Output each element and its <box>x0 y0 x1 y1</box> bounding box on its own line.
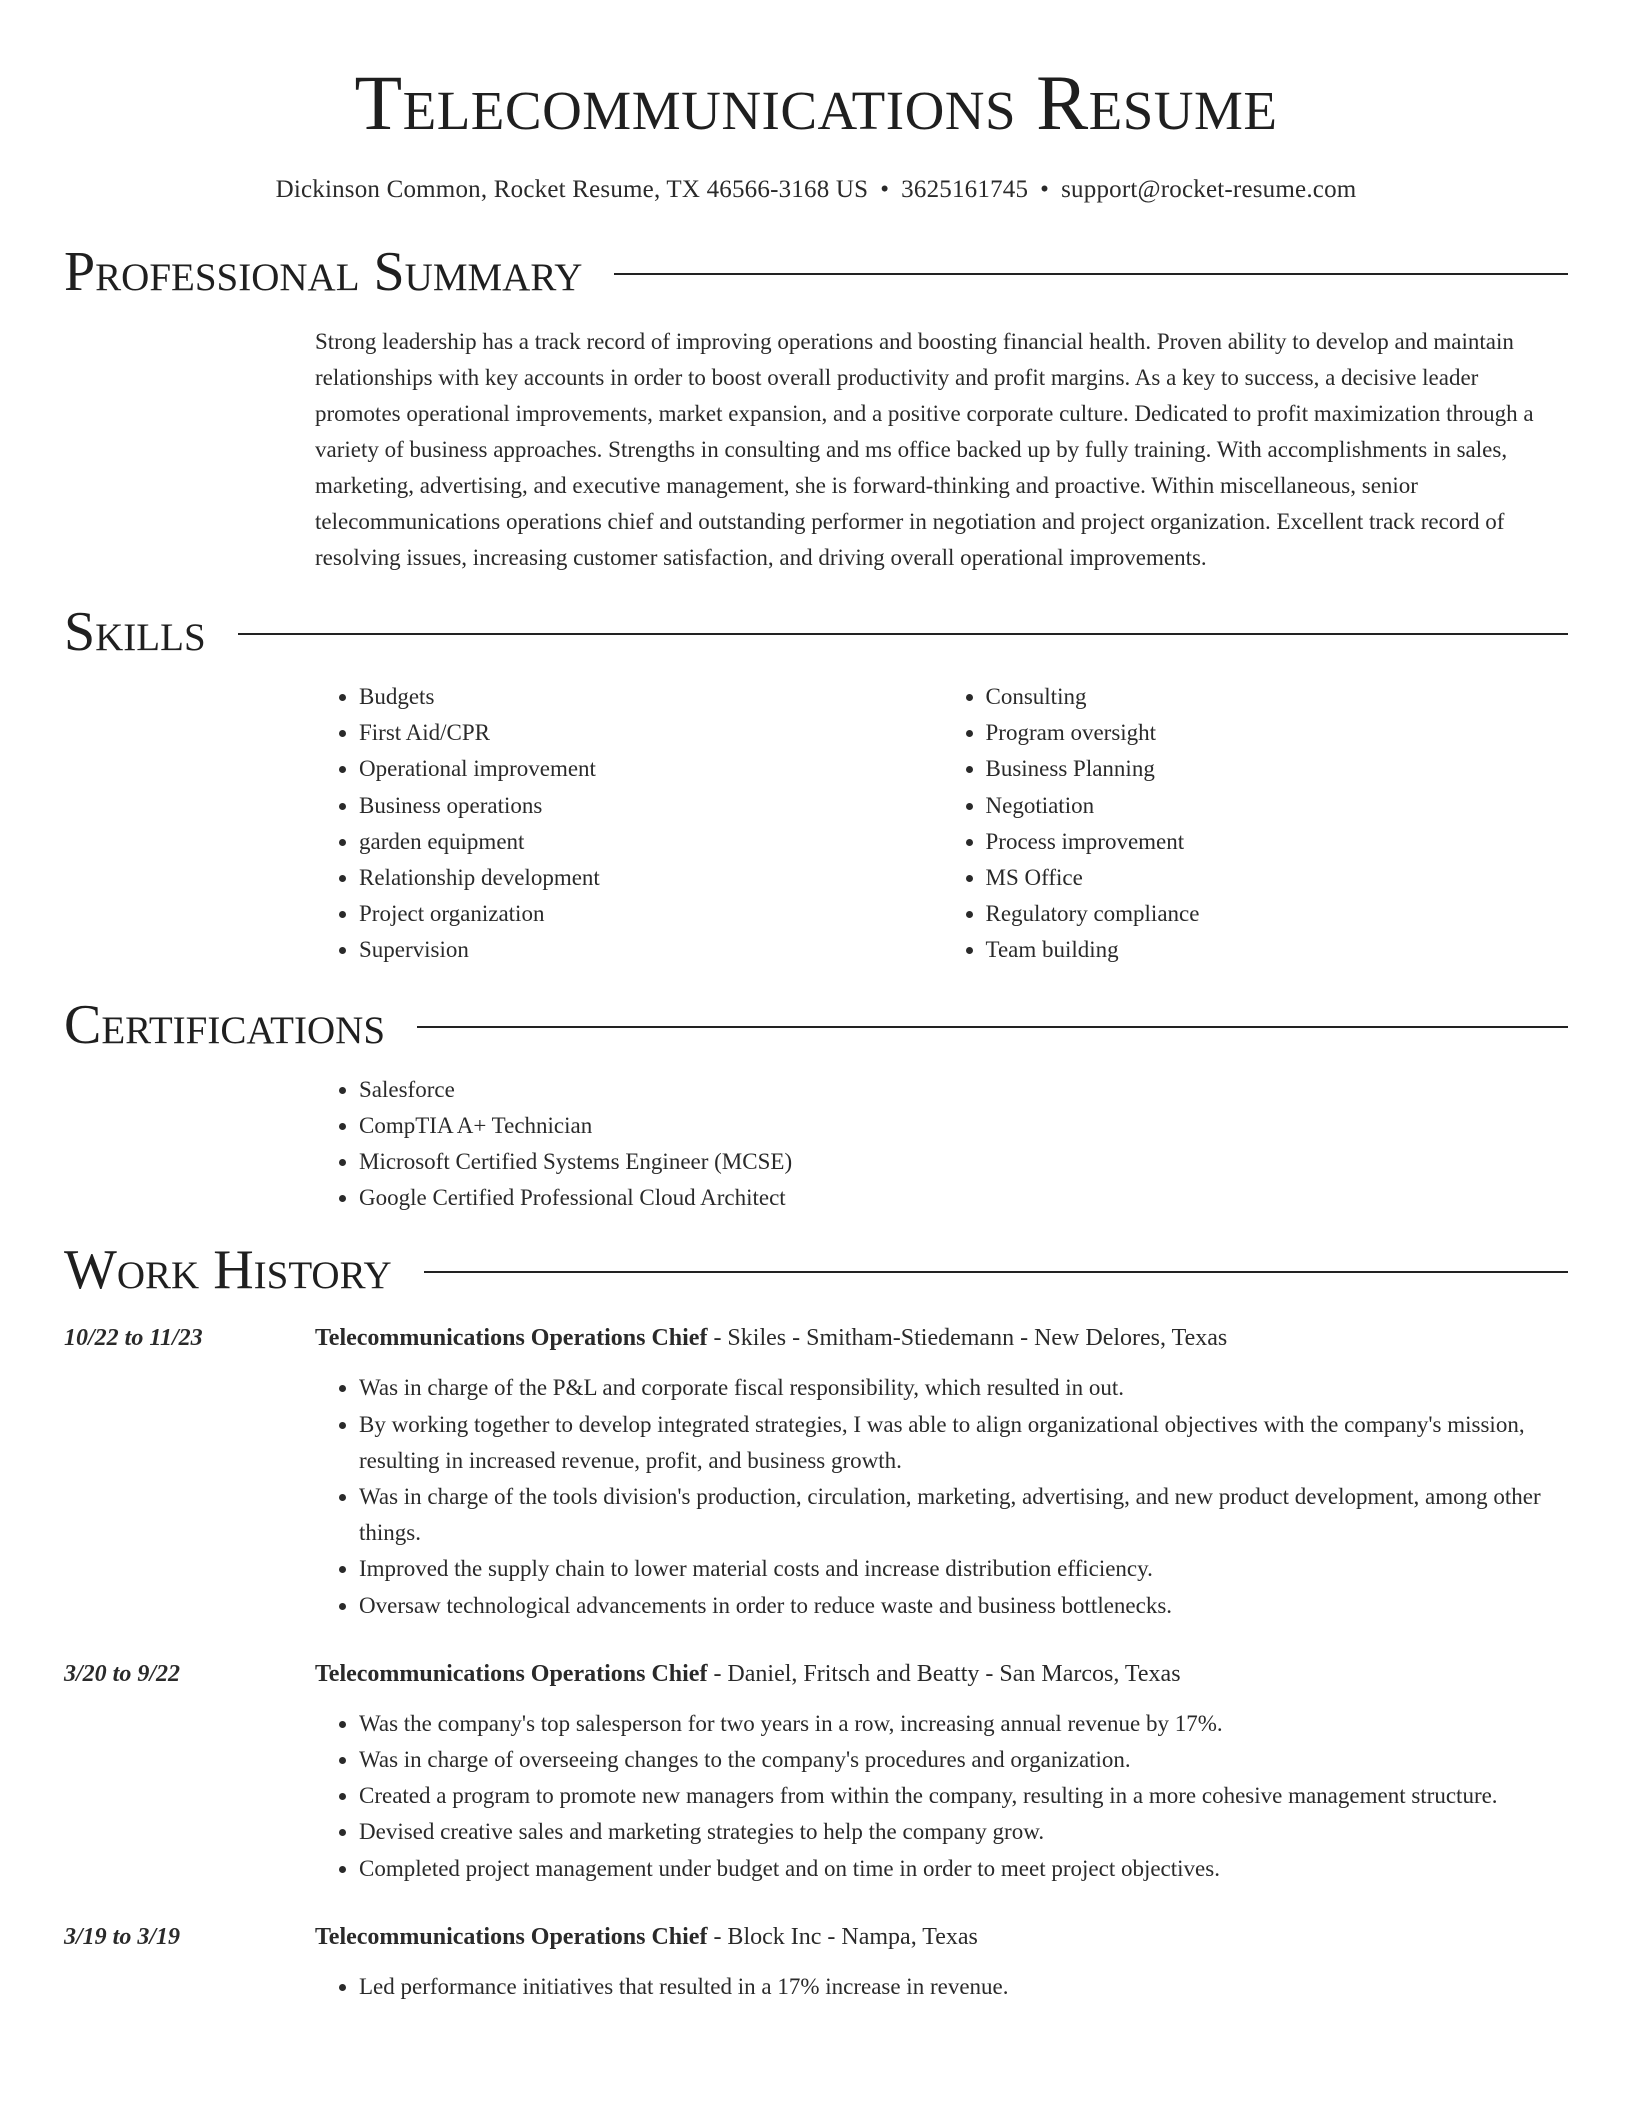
summary-heading-row <box>64 242 1568 302</box>
list-item: • Negotiation <box>986 788 1569 824</box>
list-item: • Completed project management under budget and on time in order to meet project objectives. <box>359 1851 1568 1887</box>
contact-separator: • <box>880 176 890 203</box>
list-item: • Was in charge of the P&L and corporate fiscal responsibility, which resulted in out. <box>359 1370 1568 1406</box>
list-item: • Budgets <box>359 679 942 715</box>
section-divider <box>614 273 1568 275</box>
contact-separator: • <box>1040 176 1050 203</box>
job-employer: - Daniel, Fritsch and Beatty - San Marcos, Texas <box>707 1660 1181 1687</box>
resume-page <box>64 0 1568 2005</box>
skills-heading: Skills <box>64 601 206 663</box>
contact-address: Dickinson Common, Rocket Resume, TX 46566-3168 US <box>275 176 869 203</box>
list-item: • Google Certified Professional Cloud Architect <box>359 1180 1568 1216</box>
job-dates: 10/22 to 11/23 <box>64 1325 203 1352</box>
summary-heading: Professional Summary <box>64 241 583 303</box>
list-item: • First Aid/CPR <box>359 715 942 751</box>
list-item: • Created a program to promote new managers from within the company, resulting in a more cohesive management structure. <box>359 1778 1568 1814</box>
list-item: • Was in charge of overseeing changes to the company's procedures and organization. <box>359 1742 1568 1778</box>
job-title: Telecommunications Operations Chief <box>315 1325 708 1352</box>
summary-section <box>315 324 1568 576</box>
list-item: • Was in charge of the tools division's production, circulation, marketing, advertising, and new product development, among other things. <box>359 1479 1568 1551</box>
job-entry <box>64 1320 1568 1623</box>
section-divider <box>424 1271 1568 1273</box>
list-item: • By working together to develop integrated strategies, I was able to align organizational objectives with the company's mission, resulting in increased revenue, profit, and business growth. <box>359 1407 1568 1479</box>
list-item: • Regulatory compliance <box>986 896 1569 932</box>
skills-list-left <box>315 679 942 969</box>
job-title: Telecommunications Operations Chief <box>315 1660 708 1687</box>
list-item: • Project organization <box>359 896 942 932</box>
job-bullets <box>315 1370 1568 1623</box>
list-item: • Program oversight <box>986 715 1569 751</box>
list-item: • Oversaw technological advancements in order to reduce waste and business bottlenecks. <box>359 1588 1568 1624</box>
list-item: • Salesforce <box>359 1072 1568 1108</box>
skills-heading-row <box>64 602 1568 662</box>
skills-section <box>315 679 1568 969</box>
job-dates: 3/19 to 3/19 <box>64 1923 181 1950</box>
work-heading-row <box>64 1240 1568 1300</box>
list-item: • Devised creative sales and marketing strategies to help the company grow. <box>359 1814 1568 1850</box>
contact-email: support@rocket-resume.com <box>1061 176 1357 203</box>
list-item: • Supervision <box>359 932 942 968</box>
job-title: Telecommunications Operations Chief <box>315 1923 708 1950</box>
section-divider <box>238 633 1568 635</box>
resume-title: Telecommunications Resume <box>354 59 1278 146</box>
job-heading <box>315 1919 1568 1955</box>
job-bullets <box>315 1969 1568 2005</box>
list-item: • Relationship development <box>359 860 942 896</box>
job-dates: 3/20 to 9/22 <box>64 1660 181 1687</box>
job-entry <box>64 1656 1568 1887</box>
list-item: • garden equipment <box>359 824 942 860</box>
list-item: • Was the company's top salesperson for two years in a row, increasing annual revenue by 17%. <box>359 1706 1568 1742</box>
work-heading: Work History <box>64 1239 392 1302</box>
certifications-heading-row <box>64 995 1568 1055</box>
job-employer: - Block Inc - Nampa, Texas <box>707 1923 978 1950</box>
list-item: • CompTIA A+ Technician <box>359 1108 1568 1144</box>
job-bullets <box>315 1706 1568 1887</box>
summary-text: Strong leadership has a track record of improving operations and boosting financial health. Proven ability to develop and maintain relationships with key accounts in order to boost overall productivity and profit margins. As a key to success, a decisive leader promotes operational improvements, market expansion, and a positive corporate culture. Dedicated to profit maximization through a variety of business approaches. Strengths in consulting and ms office backed up by fully training. With accomplishments in sales, marketing, advertising, and executive management, she is forward-thinking and proactive. Within miscellaneous, senior telecommunications operations chief and outstanding performer in negotiation and project organization. Excellent track record of resolving issues, increasing customer satisfaction, and driving overall operational improvements. <box>315 329 1534 570</box>
job-heading <box>315 1320 1568 1356</box>
list-item: • Team building <box>986 932 1569 968</box>
job-entry <box>64 1919 1568 2005</box>
list-item: • Consulting <box>986 679 1569 715</box>
job-employer: - Skiles - Smitham-Stiedemann - New Delores, Texas <box>707 1325 1228 1352</box>
contact-line <box>64 176 1568 204</box>
section-divider <box>417 1026 1568 1028</box>
certifications-section <box>315 1072 1568 1217</box>
job-heading <box>315 1656 1568 1692</box>
skills-list-right <box>942 679 1569 969</box>
job-body <box>315 1919 1568 2005</box>
list-item: • Operational improvement <box>359 751 942 787</box>
list-item: • Microsoft Certified Systems Engineer (MCSE) <box>359 1144 1568 1180</box>
list-item: • Business operations <box>359 788 942 824</box>
list-item: • Process improvement <box>986 824 1569 860</box>
job-body <box>315 1320 1568 1623</box>
list-item: • Improved the supply chain to lower material costs and increase distribution efficiency. <box>359 1551 1568 1587</box>
list-item: • Led performance initiatives that resulted in a 17% increase in revenue. <box>359 1969 1568 2005</box>
list-item: • Business Planning <box>986 751 1569 787</box>
certifications-heading: Certifications <box>64 993 386 1056</box>
contact-phone: 3625161745 <box>901 176 1029 203</box>
job-body <box>315 1656 1568 1887</box>
certifications-list <box>315 1072 1568 1217</box>
list-item: • MS Office <box>986 860 1569 896</box>
